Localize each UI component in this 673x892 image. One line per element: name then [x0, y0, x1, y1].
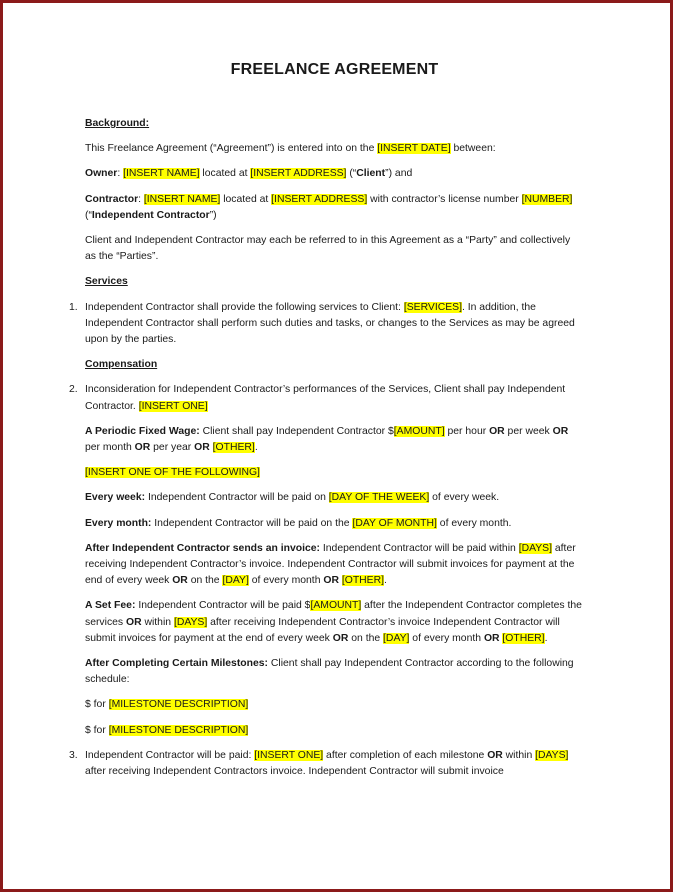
milestone-placeholder: [MILESTONE DESCRIPTION]	[108, 724, 249, 736]
insert-following-paragraph	[85, 465, 584, 481]
day-of-month-placeholder: [DAY OF MONTH]	[352, 517, 437, 529]
milestone-line: $ for [MILESTONE DESCRIPTION]	[85, 724, 249, 736]
other-placeholder: [OTHER]	[502, 632, 545, 644]
day-of-week-placeholder: [DAY OF THE WEEK]	[328, 492, 430, 504]
owner-label: Owner	[85, 168, 118, 180]
payment-item: 3. Independent Contractor will be paid: [INSERT ONE] after completion of each milestone OR within [DAYS] after receiving Independent Contractors invoice. Independent Contractor will submit invoice	[69, 749, 569, 778]
document-title: FREELANCE AGREEMENT	[230, 61, 439, 78]
amount-placeholder: [AMOUNT]	[393, 425, 445, 437]
compensation-item: 2. Inconsideration for Independent Contractor’s performances of the Services, Client shall pay Independent Contractor. [INSERT ONE]	[69, 384, 566, 412]
amount-placeholder: [AMOUNT]	[310, 600, 362, 612]
compensation-heading: Compensation	[85, 359, 158, 371]
day-placeholder: [DAY]	[383, 632, 410, 644]
owner-address-placeholder: [INSERT ADDRESS]	[250, 168, 347, 180]
days-placeholder: [DAYS]	[518, 542, 552, 554]
day-placeholder: [DAY]	[222, 575, 249, 587]
list-number: 1.	[69, 301, 78, 313]
contractor-label: Contractor	[85, 193, 139, 205]
list-number: 2.	[69, 384, 78, 396]
set-fee-paragraph: A Set Fee: Independent Contractor will be paid $[AMOUNT] after the Independent Contractor completes the services OR within [DAYS] after receiving Independent Contractor’s invoice Independent Contractor will submit invoices for payment at the end of every week OR on the [DAY] of every month OR [OTHER].	[85, 600, 582, 644]
parties-paragraph: Client and Independent Contractor may each be referred to in this Agreement as a “Party” and collectively as the “Parties”.	[85, 235, 571, 263]
days-placeholder: [DAYS]	[535, 749, 569, 761]
milestone-placeholder: [MILESTONE DESCRIPTION]	[108, 699, 249, 711]
background-heading: Background:	[85, 118, 150, 129]
every-month-paragraph: Every month: Independent Contractor will be paid on the [DAY OF MONTH] of every month.	[85, 517, 512, 529]
other-placeholder: [OTHER]	[341, 575, 385, 587]
contractor-name-placeholder: [INSERT NAME]	[143, 193, 221, 205]
insert-one-placeholder: [INSERT ONE]	[138, 400, 208, 412]
services-item: 1. Independent Contractor shall provide the following services to Client: [SERVICES]. In addition, the Independent Contractor shall perform such duties and tasks, or changes to the Services as may be agreed upon by the parties.	[69, 301, 575, 346]
contractor-paragraph: Contractor: [INSERT NAME] located at [INSERT ADDRESS] with contractor’s license number [NUMBER] (“Independent Contractor”)	[85, 193, 573, 221]
days-placeholder: [DAYS]	[173, 616, 208, 628]
insert-following-placeholder: [INSERT ONE OF THE FOLLOWING]	[85, 467, 260, 479]
intro-paragraph: This Freelance Agreement (“Agreement”) is entered into on the [INSERT DATE] between:	[85, 143, 496, 155]
invoice-paragraph: After Independent Contractor sends an invoice: Independent Contractor will be paid within [DAYS] after receiving Independent Contractor’s invoice. Independent Contractor will submit invoices for payment at the end of every week OR on the [DAY] of every month OR [OTHER].	[85, 542, 576, 587]
license-number-placeholder: [NUMBER]	[521, 193, 573, 205]
milestones-paragraph: After Completing Certain Milestones: Client shall pay Independent Contractor according to the following schedule:	[85, 658, 574, 686]
list-number: 3.	[69, 749, 78, 761]
owner-paragraph: Owner: [INSERT NAME] located at [INSERT ADDRESS] (“Client”) and	[85, 168, 413, 180]
services-placeholder: [SERVICES]	[403, 301, 462, 313]
document-body	[69, 60, 584, 789]
services-heading: Services	[85, 276, 128, 288]
periodic-wage-paragraph: A Periodic Fixed Wage: Client shall pay Independent Contractor $[AMOUNT] per hour OR per week OR per month OR per year OR [OTHER].	[85, 425, 569, 454]
other-placeholder: [OTHER]	[212, 442, 255, 454]
milestone-line: $ for [MILESTONE DESCRIPTION]	[85, 699, 249, 711]
owner-name-placeholder: [INSERT NAME]	[123, 168, 200, 180]
contractor-address-placeholder: [INSERT ADDRESS]	[271, 193, 368, 205]
date-placeholder: [INSERT DATE]	[377, 143, 451, 155]
insert-one-placeholder: [INSERT ONE]	[254, 749, 324, 761]
every-week-paragraph: Every week: Independent Contractor will be paid on [DAY OF THE WEEK] of every week.	[85, 492, 500, 504]
